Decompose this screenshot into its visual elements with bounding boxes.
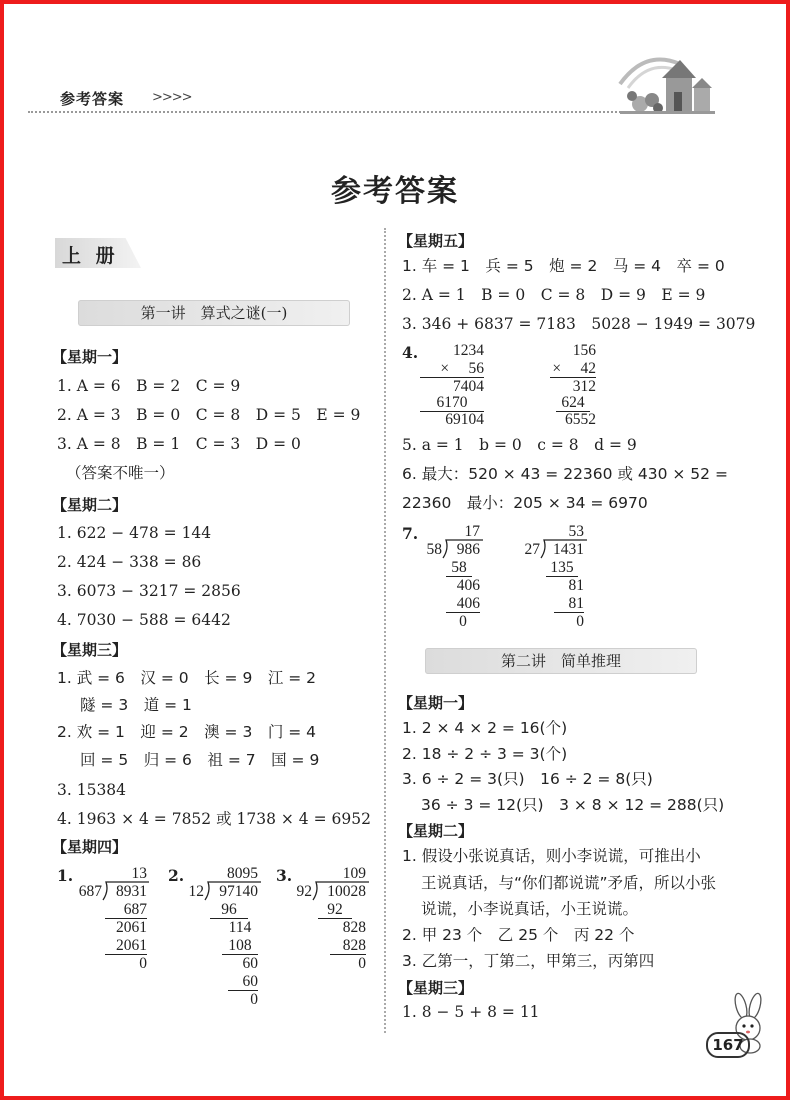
div-step: 108 [222,938,258,955]
l1-tue-line: 2. 424 − 338 = 86 [57,553,202,571]
l2-tue-line: 3. 乙第一，丁第二，甲第三，丙第四 [402,952,655,970]
div-remainder: 0 [139,955,147,972]
div-divisor: 687 [78,883,102,900]
div-dividend: 8931 [116,883,147,900]
page-title: 参考答案 [331,174,459,209]
l2-tue-line: 说谎，小李说真话，小王说谎。 [421,900,639,918]
div-step: 58 [446,560,472,577]
div-divisor: 58 [426,541,442,558]
mult-partial: 6170 [420,395,484,412]
header-divider [28,111,628,113]
l2-mon-line: 36 ÷ 3 = 12(只) 3 × 8 × 12 = 288(只) [421,796,725,814]
l1-wed-line: 4. 1963 × 4 = 7852 或 1738 × 4 = 6952 [57,810,371,828]
div-step: 828 [342,919,366,936]
l1-fri-line: 22360 最小：205 × 34 = 6970 [402,494,648,512]
div-step: 60 [228,974,258,991]
mult-number: 4. [402,343,419,362]
div-divisor: 92 [296,883,312,900]
div-quotient: 109 [342,865,366,882]
l2-mon-line: 3. 6 ÷ 2 = 3(只) 16 ÷ 2 = 8(只) [402,770,653,788]
house-illustration [610,44,720,116]
l1-tue-line: 1. 622 − 478 = 144 [57,524,212,542]
div-step: 828 [330,938,366,955]
l2-wed-line: 1. 8 − 5 + 8 = 11 [402,1003,540,1021]
mult-operand: × 56 [420,361,484,378]
div-step: 406 [456,577,480,594]
l2-wed-head: 【星期三】 [398,979,474,997]
l1-thu-head: 【星期四】 [52,838,128,856]
div-dividend: 986 [456,541,480,558]
page-number: 167 [706,1032,750,1058]
l1-fri-line: 3. 346 + 6837 = 7183 5028 − 1949 = 3079 [402,315,756,333]
column-divider [384,228,386,1033]
div-remainder: 0 [459,613,467,630]
div-number: 2. [168,866,185,885]
div-step: 60 [242,955,258,972]
l1-mon-line: 2. A = 3 B = 0 C = 8 D = 5 E = 9 [57,406,361,424]
l2-tue-line: 2. 甲 23 个 乙 25 个 丙 22 个 [402,926,635,944]
div-quotient: 17 [464,523,480,540]
div-quotient: 13 [131,865,147,882]
div-step: 81 [554,596,584,613]
l1-mon-head: 【星期一】 [52,348,128,366]
l1-tue-head: 【星期二】 [52,496,128,514]
mult-partial: 312 [572,378,596,395]
div-step: 114 [228,919,252,936]
l1-mon-line: 3. A = 8 B = 1 C = 3 D = 0 [57,435,301,453]
div-quotient: 53 [568,523,584,540]
volume-label: 上 册 [62,245,119,267]
header-label: 参考答案 [60,90,125,108]
l2-tue-line: 1. 假设小张说真话，则小李说谎，可推出小 [402,847,701,865]
l2-tue-head: 【星期二】 [398,822,474,840]
l1-wed-line: 回 = 5 归 = 6 祖 = 7 国 = 9 [80,751,320,769]
div-number: 7. [402,524,419,543]
mult-operand: 156 [572,342,596,359]
div-divisor: 12 [188,883,204,900]
div-dividend: 1431 [553,541,584,558]
div-step: 687 [105,902,147,919]
mult-result: 69104 [445,411,484,428]
l1-mon-line: 1. A = 6 B = 2 C = 9 [57,377,241,395]
l2-mon-head: 【星期一】 [398,694,474,712]
l2-tue-line: 王说真话，与“你们都说谎”矛盾，所以小张 [421,874,717,892]
mult-operand: 1234 [453,342,484,359]
l1-wed-line: 2. 欢 = 1 迎 = 2 澳 = 3 门 = 4 [57,723,317,741]
mult-operand: × 42 [550,361,596,378]
l1-fri-line: 2. A = 1 B = 0 C = 8 D = 9 E = 9 [402,286,706,304]
mult-partial: 624 [556,395,590,412]
l2-mon-line: 2. 18 ÷ 2 ÷ 3 = 3(个) [402,745,568,763]
div-step: 81 [568,577,584,594]
l1-wed-head: 【星期三】 [52,641,128,659]
div-step: 96 [210,902,248,919]
div-step: 135 [546,560,578,577]
l2-mon-line: 1. 2 × 4 × 2 = 16(个) [402,719,568,737]
l1-fri-line: 6. 最大：520 × 43 = 22360 或 430 × 52 = [402,465,728,483]
mult-partial: 7404 [453,378,484,395]
div-dividend: 10028 [327,883,366,900]
l1-mon-note: （答案不唯一） [66,464,175,482]
div-step: 406 [446,596,480,613]
div-step: 92 [318,902,352,919]
div-remainder: 0 [358,955,366,972]
div-remainder: 0 [576,613,584,630]
l1-tue-line: 4. 7030 − 588 = 6442 [57,611,231,629]
l1-fri-head: 【星期五】 [398,232,474,250]
div-dividend: 97140 [219,883,258,900]
l1-wed-line: 1. 武 = 6 汉 = 0 长 = 9 江 = 2 [57,669,317,687]
mult-result: 6552 [565,411,596,428]
lecture1-title: 第一讲 算式之谜(一) [78,300,350,326]
div-remainder: 0 [250,991,258,1008]
div-number: 1. [57,866,74,885]
div-number: 3. [276,866,293,885]
l1-fri-line: 5. a = 1 b = 0 c = 8 d = 9 [402,436,637,454]
lecture2-title: 第二讲 简单推理 [425,648,697,674]
div-quotient: 8095 [227,865,258,882]
l1-wed-line: 3. 15384 [57,781,127,799]
div-divisor: 27 [524,541,540,558]
div-step: 2061 [105,938,147,955]
l1-tue-line: 3. 6073 − 3217 = 2856 [57,582,241,600]
l1-wed-line: 隧 = 3 道 = 1 [80,696,192,714]
div-step: 2061 [116,919,147,936]
l1-fri-line: 1. 车 = 1 兵 = 5 炮 = 2 马 = 4 卒 = 0 [402,257,725,275]
header-chevrons: >>>> [152,90,192,105]
